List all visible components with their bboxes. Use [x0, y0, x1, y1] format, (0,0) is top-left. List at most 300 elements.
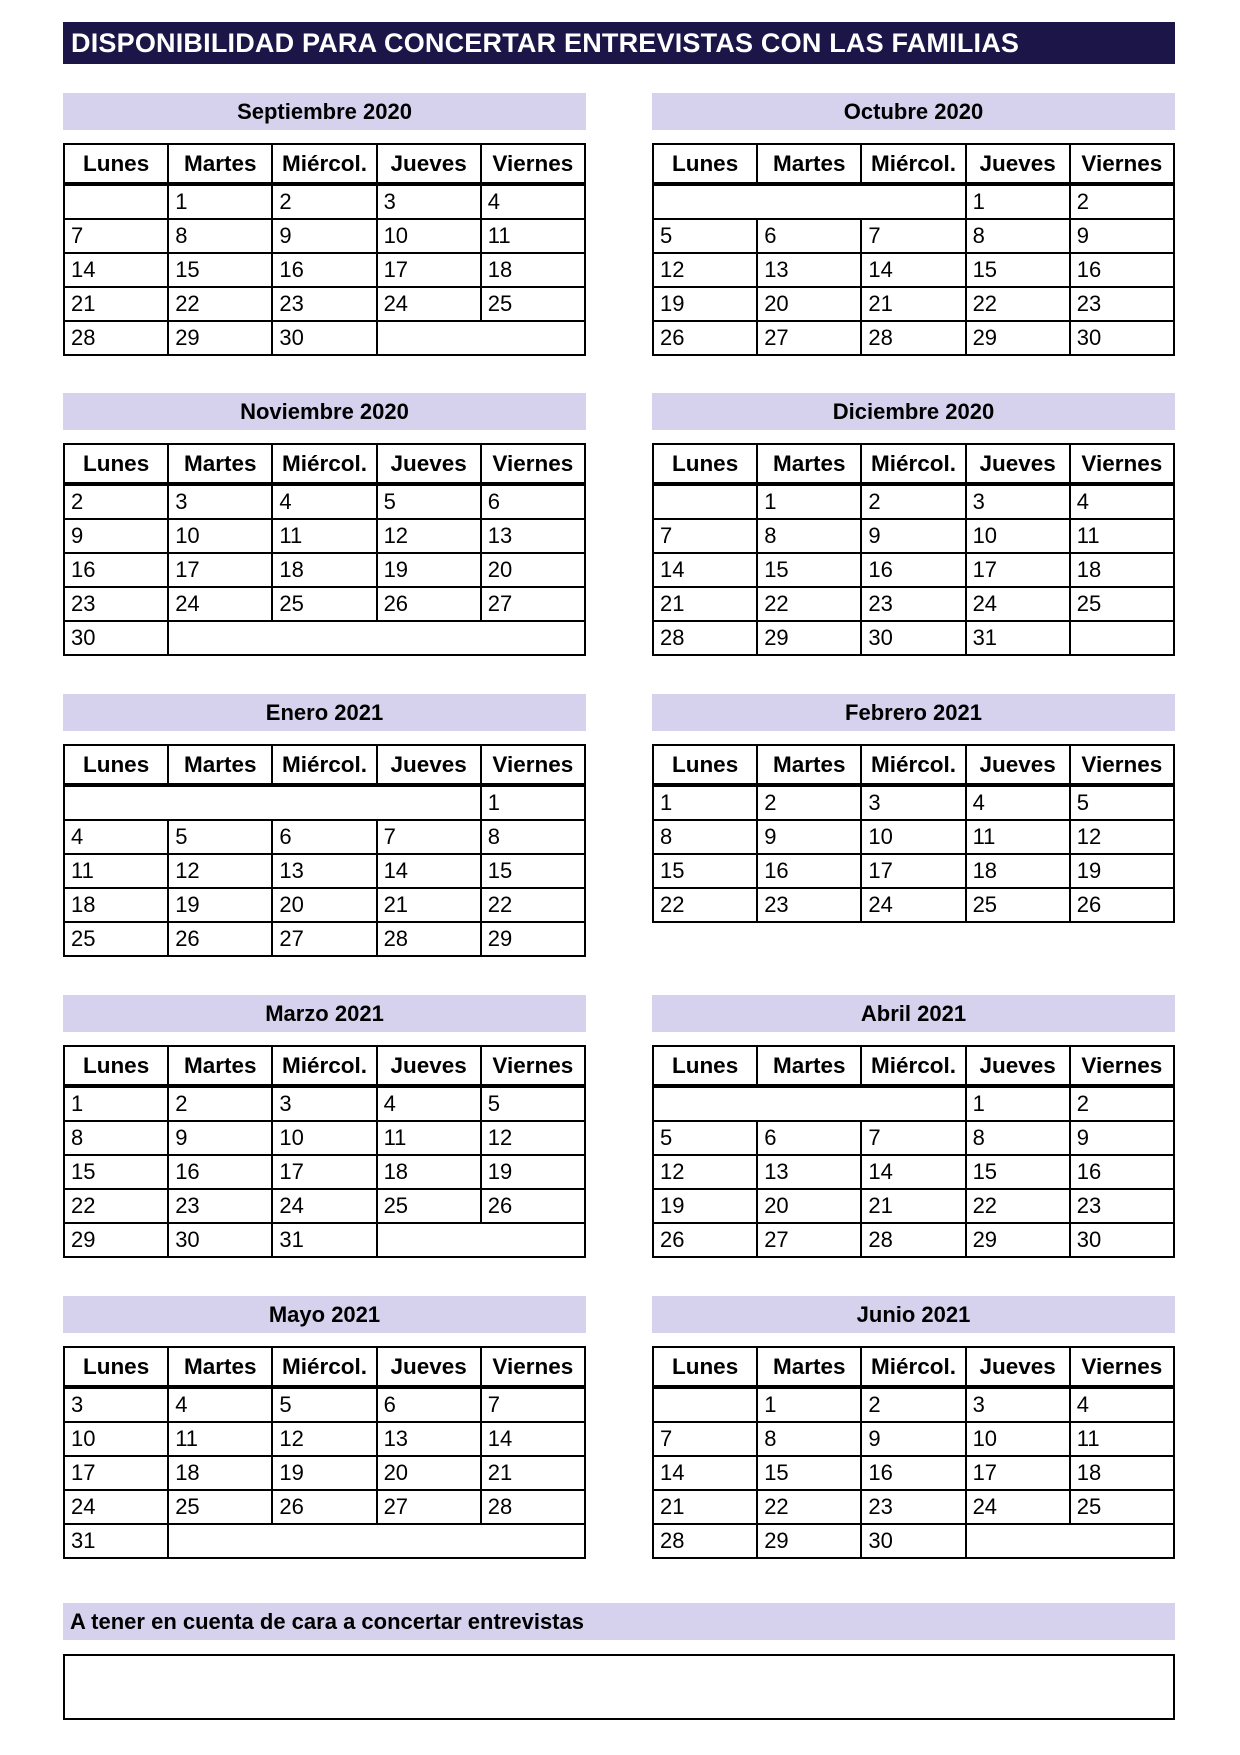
day-cell[interactable]: 18 [377, 1155, 481, 1189]
weekday-header-row [64, 1347, 585, 1387]
day-cell[interactable]: 24 [168, 587, 272, 621]
day-cell[interactable]: 24 [966, 587, 1070, 621]
day-cell[interactable]: 26 [272, 1490, 376, 1524]
day-cell[interactable]: 14 [377, 854, 481, 888]
day-cell[interactable]: 2 [1070, 1086, 1174, 1121]
day-cell[interactable]: 5 [272, 1387, 376, 1422]
day-cell[interactable]: 11 [481, 219, 585, 253]
day-cell[interactable]: 18 [168, 1456, 272, 1490]
day-cell[interactable]: 17 [966, 1456, 1070, 1490]
month-table [63, 1346, 586, 1559]
week-row [653, 820, 1174, 854]
day-cell[interactable]: 11 [1070, 519, 1174, 553]
day-cell[interactable]: 30 [64, 621, 168, 655]
day-cell[interactable]: 4 [64, 820, 168, 854]
day-cell[interactable]: 31 [966, 621, 1070, 655]
day-cell[interactable]: 13 [757, 253, 861, 287]
day-cell[interactable]: 2 [861, 484, 965, 519]
day-cell[interactable]: 9 [757, 820, 861, 854]
week-row [64, 888, 585, 922]
weekday-header: Lunes [64, 444, 168, 484]
week-row [653, 321, 1174, 355]
day-cell[interactable]: 24 [272, 1189, 376, 1223]
day-cell[interactable]: 6 [757, 1121, 861, 1155]
day-cell[interactable]: 19 [377, 553, 481, 587]
month-title: Octubre 2020 [652, 93, 1175, 130]
day-cell[interactable]: 21 [653, 587, 757, 621]
week-row [653, 854, 1174, 888]
day-cell[interactable]: 8 [481, 820, 585, 854]
day-cell[interactable]: 30 [861, 621, 965, 655]
empty-day-cell [966, 1524, 1174, 1558]
day-cell[interactable]: 8 [757, 519, 861, 553]
day-cell[interactable]: 7 [64, 219, 168, 253]
month-title: Diciembre 2020 [652, 393, 1175, 430]
weekday-header: Viernes [1070, 144, 1174, 184]
day-cell[interactable]: 10 [64, 1422, 168, 1456]
day-cell[interactable]: 10 [966, 519, 1070, 553]
day-cell[interactable]: 2 [861, 1387, 965, 1422]
day-cell[interactable]: 26 [653, 1223, 757, 1257]
weekday-header-row [64, 745, 585, 785]
day-cell[interactable]: 1 [653, 785, 757, 820]
weekday-header: Lunes [64, 1347, 168, 1387]
day-cell[interactable]: 27 [481, 587, 585, 621]
month-title: Marzo 2021 [63, 995, 586, 1032]
day-cell[interactable]: 13 [757, 1155, 861, 1189]
day-cell[interactable]: 21 [653, 1490, 757, 1524]
day-cell[interactable]: 30 [168, 1223, 272, 1257]
weekday-header: Miércol. [272, 444, 376, 484]
day-cell[interactable]: 3 [966, 484, 1070, 519]
day-cell[interactable]: 5 [653, 219, 757, 253]
day-cell[interactable]: 6 [757, 219, 861, 253]
month-title: Mayo 2021 [63, 1296, 586, 1333]
week-row [64, 219, 585, 253]
day-cell[interactable]: 21 [481, 1456, 585, 1490]
day-cell[interactable]: 15 [966, 253, 1070, 287]
empty-day-cell [653, 1086, 966, 1121]
day-cell[interactable]: 8 [966, 219, 1070, 253]
day-cell[interactable]: 10 [272, 1121, 376, 1155]
month-title: Junio 2021 [652, 1296, 1175, 1333]
day-cell[interactable]: 2 [272, 184, 376, 219]
weekday-header: Miércol. [272, 144, 376, 184]
day-cell[interactable]: 16 [861, 553, 965, 587]
empty-day-cell [168, 621, 585, 655]
day-cell[interactable]: 20 [757, 287, 861, 321]
day-cell[interactable]: 5 [653, 1121, 757, 1155]
day-cell[interactable]: 16 [1070, 1155, 1174, 1189]
day-cell[interactable]: 17 [272, 1155, 376, 1189]
month-block [63, 393, 586, 656]
week-row [64, 1223, 585, 1257]
month-block [652, 393, 1175, 656]
weekday-header-row [653, 1347, 1174, 1387]
day-cell[interactable]: 25 [64, 922, 168, 956]
weekday-header: Lunes [653, 144, 757, 184]
day-cell[interactable]: 28 [653, 621, 757, 655]
day-cell[interactable]: 16 [168, 1155, 272, 1189]
day-cell[interactable]: 30 [1070, 1223, 1174, 1257]
day-cell[interactable]: 1 [757, 1387, 861, 1422]
day-cell[interactable]: 3 [64, 1387, 168, 1422]
weekday-header: Jueves [377, 144, 481, 184]
day-cell[interactable]: 12 [653, 1155, 757, 1189]
day-cell[interactable]: 8 [168, 219, 272, 253]
day-cell[interactable]: 22 [966, 1189, 1070, 1223]
day-cell[interactable]: 25 [1070, 1490, 1174, 1524]
day-cell[interactable]: 29 [757, 1524, 861, 1558]
weekday-header: Martes [168, 444, 272, 484]
day-cell[interactable]: 9 [1070, 219, 1174, 253]
day-cell[interactable]: 7 [653, 519, 757, 553]
day-cell[interactable]: 29 [64, 1223, 168, 1257]
notes-box[interactable] [63, 1654, 1175, 1720]
day-cell[interactable]: 14 [653, 553, 757, 587]
day-cell[interactable]: 26 [481, 1189, 585, 1223]
day-cell[interactable]: 15 [966, 1155, 1070, 1189]
empty-day-cell [653, 484, 757, 519]
month-title: Septiembre 2020 [63, 93, 586, 130]
day-cell[interactable]: 9 [861, 1422, 965, 1456]
day-cell[interactable]: 5 [168, 820, 272, 854]
day-cell[interactable]: 2 [757, 785, 861, 820]
day-cell[interactable]: 16 [861, 1456, 965, 1490]
week-row [64, 184, 585, 219]
day-cell[interactable]: 7 [481, 1387, 585, 1422]
empty-day-cell [377, 1223, 585, 1257]
day-cell[interactable]: 2 [64, 484, 168, 519]
week-row [64, 553, 585, 587]
day-cell[interactable]: 17 [377, 253, 481, 287]
day-cell[interactable]: 24 [64, 1490, 168, 1524]
day-cell[interactable]: 11 [272, 519, 376, 553]
day-cell[interactable]: 31 [272, 1223, 376, 1257]
month-block [63, 995, 586, 1258]
day-cell[interactable]: 1 [966, 184, 1070, 219]
day-cell[interactable]: 16 [272, 253, 376, 287]
day-cell[interactable]: 20 [481, 553, 585, 587]
day-cell[interactable]: 23 [64, 587, 168, 621]
day-cell[interactable]: 15 [757, 1456, 861, 1490]
day-cell[interactable]: 12 [168, 854, 272, 888]
day-cell[interactable]: 6 [272, 820, 376, 854]
day-cell[interactable]: 29 [481, 922, 585, 956]
day-cell[interactable]: 15 [481, 854, 585, 888]
day-cell[interactable]: 14 [861, 1155, 965, 1189]
day-cell[interactable]: 9 [272, 219, 376, 253]
day-cell[interactable]: 13 [272, 854, 376, 888]
month-block [652, 694, 1175, 923]
day-cell[interactable]: 21 [377, 888, 481, 922]
day-cell[interactable]: 28 [653, 1524, 757, 1558]
day-cell[interactable]: 27 [757, 1223, 861, 1257]
day-cell[interactable]: 4 [272, 484, 376, 519]
week-row [64, 587, 585, 621]
day-cell[interactable]: 4 [966, 785, 1070, 820]
day-cell[interactable]: 3 [377, 184, 481, 219]
day-cell[interactable]: 26 [653, 321, 757, 355]
weekday-header: Lunes [653, 1046, 757, 1086]
day-cell[interactable]: 28 [861, 321, 965, 355]
day-cell[interactable]: 3 [861, 785, 965, 820]
day-cell[interactable]: 12 [653, 253, 757, 287]
weekday-header: Martes [757, 1347, 861, 1387]
week-row [653, 1456, 1174, 1490]
day-cell[interactable]: 11 [377, 1121, 481, 1155]
day-cell[interactable]: 13 [377, 1422, 481, 1456]
weekday-header: Viernes [481, 745, 585, 785]
day-cell[interactable]: 27 [377, 1490, 481, 1524]
week-row [653, 1086, 1174, 1121]
day-cell[interactable]: 15 [653, 854, 757, 888]
day-cell[interactable]: 8 [653, 820, 757, 854]
weekday-header-row [653, 444, 1174, 484]
day-cell[interactable]: 18 [272, 553, 376, 587]
day-cell[interactable]: 18 [966, 854, 1070, 888]
day-cell[interactable]: 25 [966, 888, 1070, 922]
day-cell[interactable]: 12 [272, 1422, 376, 1456]
day-cell[interactable]: 30 [1070, 321, 1174, 355]
day-cell[interactable]: 6 [377, 1387, 481, 1422]
month-block [652, 995, 1175, 1258]
day-cell[interactable]: 23 [757, 888, 861, 922]
day-cell[interactable]: 23 [1070, 287, 1174, 321]
day-cell[interactable]: 7 [861, 219, 965, 253]
day-cell[interactable]: 1 [64, 1086, 168, 1121]
weekday-header: Jueves [377, 1046, 481, 1086]
day-cell[interactable]: 17 [168, 553, 272, 587]
day-cell[interactable]: 5 [481, 1086, 585, 1121]
day-cell[interactable]: 23 [861, 1490, 965, 1524]
day-cell[interactable]: 18 [481, 253, 585, 287]
day-cell[interactable]: 8 [966, 1121, 1070, 1155]
day-cell[interactable]: 17 [966, 553, 1070, 587]
day-cell[interactable]: 26 [1070, 888, 1174, 922]
week-row [64, 519, 585, 553]
day-cell[interactable]: 19 [653, 1189, 757, 1223]
day-cell[interactable]: 9 [861, 519, 965, 553]
day-cell[interactable]: 24 [861, 888, 965, 922]
day-cell[interactable]: 10 [861, 820, 965, 854]
day-cell[interactable]: 1 [168, 184, 272, 219]
day-cell[interactable]: 7 [377, 820, 481, 854]
day-cell[interactable]: 2 [1070, 184, 1174, 219]
day-cell[interactable]: 11 [1070, 1422, 1174, 1456]
day-cell[interactable]: 29 [966, 1223, 1070, 1257]
day-cell[interactable]: 8 [757, 1422, 861, 1456]
day-cell[interactable]: 25 [377, 1189, 481, 1223]
day-cell[interactable]: 23 [861, 587, 965, 621]
day-cell[interactable]: 12 [481, 1121, 585, 1155]
week-row [64, 1387, 585, 1422]
day-cell[interactable]: 22 [168, 287, 272, 321]
day-cell[interactable]: 10 [168, 519, 272, 553]
day-cell[interactable]: 4 [377, 1086, 481, 1121]
day-cell[interactable]: 30 [272, 321, 376, 355]
weekday-header: Miércol. [272, 745, 376, 785]
day-cell[interactable]: 15 [757, 553, 861, 587]
day-cell[interactable]: 24 [377, 287, 481, 321]
day-cell[interactable]: 22 [653, 888, 757, 922]
week-row [653, 1422, 1174, 1456]
week-row [64, 1086, 585, 1121]
weekday-header: Jueves [966, 1347, 1070, 1387]
day-cell[interactable]: 22 [757, 587, 861, 621]
day-cell[interactable]: 22 [757, 1490, 861, 1524]
day-cell[interactable]: 16 [757, 854, 861, 888]
day-cell[interactable]: 7 [653, 1422, 757, 1456]
day-cell[interactable]: 20 [377, 1456, 481, 1490]
day-cell[interactable]: 1 [757, 484, 861, 519]
week-row [653, 1189, 1174, 1223]
day-cell[interactable]: 9 [1070, 1121, 1174, 1155]
day-cell[interactable]: 19 [1070, 854, 1174, 888]
day-cell[interactable]: 20 [272, 888, 376, 922]
day-cell[interactable]: 20 [757, 1189, 861, 1223]
day-cell[interactable]: 16 [1070, 253, 1174, 287]
day-cell[interactable]: 1 [481, 785, 585, 820]
day-cell[interactable]: 4 [168, 1387, 272, 1422]
day-cell[interactable]: 22 [966, 287, 1070, 321]
day-cell[interactable]: 26 [168, 922, 272, 956]
month-title: Abril 2021 [652, 995, 1175, 1032]
day-cell[interactable]: 18 [1070, 553, 1174, 587]
day-cell[interactable]: 6 [481, 484, 585, 519]
day-cell[interactable]: 14 [653, 1456, 757, 1490]
day-cell[interactable]: 17 [861, 854, 965, 888]
weekday-header: Martes [757, 1046, 861, 1086]
week-row [653, 484, 1174, 519]
week-row [64, 1456, 585, 1490]
day-cell[interactable]: 16 [64, 553, 168, 587]
day-cell[interactable]: 19 [653, 287, 757, 321]
weekday-header: Viernes [481, 1046, 585, 1086]
day-cell[interactable]: 1 [966, 1086, 1070, 1121]
weekday-header: Miércol. [272, 1046, 376, 1086]
day-cell[interactable]: 28 [861, 1223, 965, 1257]
day-cell[interactable]: 28 [481, 1490, 585, 1524]
weekday-header-row [64, 144, 585, 184]
day-cell[interactable]: 9 [168, 1121, 272, 1155]
day-cell[interactable]: 19 [168, 888, 272, 922]
month-block [63, 694, 586, 957]
day-cell[interactable]: 25 [168, 1490, 272, 1524]
weekday-header: Jueves [966, 745, 1070, 785]
day-cell[interactable]: 17 [64, 1456, 168, 1490]
day-cell[interactable]: 11 [966, 820, 1070, 854]
month-table [652, 443, 1175, 656]
day-cell[interactable]: 13 [481, 519, 585, 553]
day-cell[interactable]: 28 [377, 922, 481, 956]
week-row [653, 253, 1174, 287]
week-row [653, 1387, 1174, 1422]
day-cell[interactable]: 26 [377, 587, 481, 621]
day-cell[interactable]: 29 [966, 321, 1070, 355]
day-cell[interactable]: 15 [168, 253, 272, 287]
day-cell[interactable]: 7 [861, 1121, 965, 1155]
day-cell[interactable]: 19 [272, 1456, 376, 1490]
day-cell[interactable]: 5 [377, 484, 481, 519]
day-cell[interactable]: 9 [64, 519, 168, 553]
day-cell[interactable]: 3 [966, 1387, 1070, 1422]
weekday-header: Jueves [966, 1046, 1070, 1086]
week-row [64, 922, 585, 956]
weekday-header: Martes [757, 444, 861, 484]
week-row [64, 1121, 585, 1155]
day-cell[interactable]: 3 [272, 1086, 376, 1121]
day-cell[interactable]: 5 [1070, 785, 1174, 820]
day-cell[interactable]: 11 [64, 854, 168, 888]
day-cell[interactable]: 12 [1070, 820, 1174, 854]
month-block [63, 1296, 586, 1559]
day-cell[interactable]: 15 [64, 1155, 168, 1189]
day-cell[interactable]: 23 [272, 287, 376, 321]
day-cell[interactable]: 18 [64, 888, 168, 922]
day-cell[interactable]: 12 [377, 519, 481, 553]
day-cell[interactable]: 28 [64, 321, 168, 355]
day-cell[interactable]: 10 [377, 219, 481, 253]
day-cell[interactable]: 22 [64, 1189, 168, 1223]
day-cell[interactable]: 4 [1070, 1387, 1174, 1422]
day-cell[interactable]: 14 [861, 253, 965, 287]
day-cell[interactable]: 30 [861, 1524, 965, 1558]
day-cell[interactable]: 10 [966, 1422, 1070, 1456]
day-cell[interactable]: 27 [272, 922, 376, 956]
day-cell[interactable]: 4 [481, 184, 585, 219]
day-cell[interactable]: 25 [481, 287, 585, 321]
weekday-header: Viernes [1070, 1046, 1174, 1086]
day-cell[interactable]: 19 [481, 1155, 585, 1189]
weekday-header: Viernes [1070, 444, 1174, 484]
day-cell[interactable]: 3 [168, 484, 272, 519]
week-row [653, 287, 1174, 321]
day-cell[interactable]: 11 [168, 1422, 272, 1456]
day-cell[interactable]: 2 [168, 1086, 272, 1121]
week-row [653, 1121, 1174, 1155]
day-cell[interactable]: 29 [757, 621, 861, 655]
day-cell[interactable]: 14 [64, 253, 168, 287]
weekday-header: Jueves [377, 1347, 481, 1387]
day-cell[interactable]: 23 [1070, 1189, 1174, 1223]
month-table [652, 1346, 1175, 1559]
day-cell[interactable]: 4 [1070, 484, 1174, 519]
weekday-header: Viernes [481, 1347, 585, 1387]
weekday-header-row [653, 745, 1174, 785]
day-cell[interactable]: 18 [1070, 1456, 1174, 1490]
day-cell[interactable]: 29 [168, 321, 272, 355]
month-table [652, 744, 1175, 923]
day-cell[interactable]: 22 [481, 888, 585, 922]
weekday-header: Lunes [64, 1046, 168, 1086]
day-cell[interactable]: 8 [64, 1121, 168, 1155]
day-cell[interactable]: 25 [272, 587, 376, 621]
week-row [64, 820, 585, 854]
day-cell[interactable]: 27 [757, 321, 861, 355]
day-cell[interactable]: 21 [861, 287, 965, 321]
month-title: Noviembre 2020 [63, 393, 586, 430]
empty-day-cell [653, 1387, 757, 1422]
day-cell[interactable]: 24 [966, 1490, 1070, 1524]
day-cell[interactable]: 14 [481, 1422, 585, 1456]
weekday-header: Martes [168, 144, 272, 184]
day-cell[interactable]: 23 [168, 1189, 272, 1223]
day-cell[interactable]: 31 [64, 1524, 168, 1558]
day-cell[interactable]: 21 [861, 1189, 965, 1223]
day-cell[interactable]: 25 [1070, 587, 1174, 621]
day-cell[interactable]: 21 [64, 287, 168, 321]
